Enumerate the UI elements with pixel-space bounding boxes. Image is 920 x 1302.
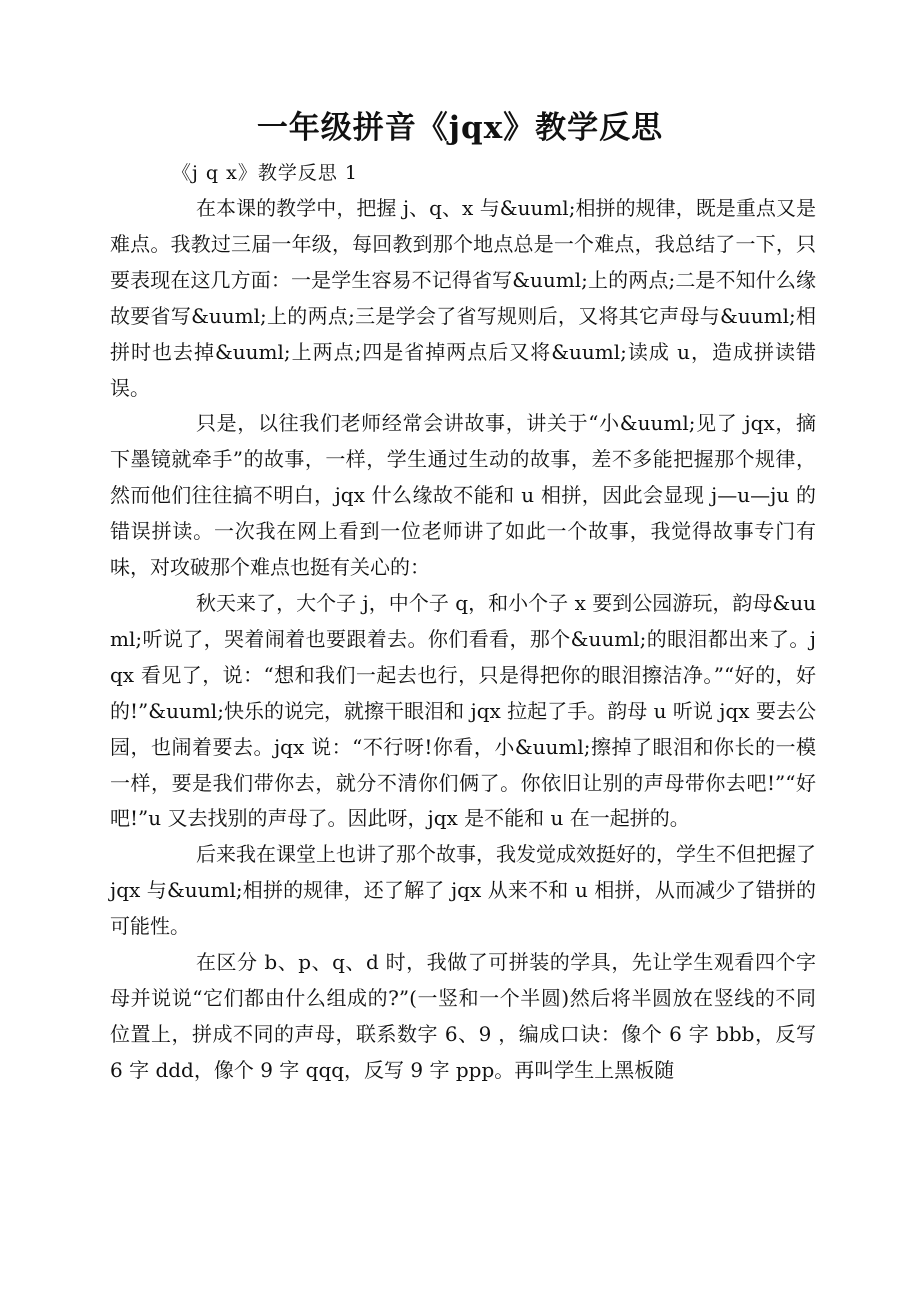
paragraph-4: 后来我在课堂上也讲了那个故事，我发觉成效挺好的，学生不但把握了 jqx 与&uuml;相拼的规律，还了解了 jqx 从来不和 u 相拼，从而减少了错拼的可能性。 <box>110 842 816 939</box>
document-body <box>110 191 816 1089</box>
paragraph-5: 在区分 b、p、q、d 时，我做了可拼装的学具，先让学生观看四个字母并说说“它们都由什么组成的?”(一竖和一个半圆)然后将半圆放在竖线的不同位置上，拼成不同的声母，联系数字 6、9 ，编成口诀：像个 6 字 bbb，反写 6 字 ddd，像个 9 字 qqq，反写 9 字 ppp。再叫学生上黑板随 <box>110 950 816 1082</box>
paragraph-2: 只是，以往我们老师经常会讲故事，讲关于“小&uuml;见了 jqx，摘下墨镜就牵手”的故事，一样，学生通过生动的故事，差不多能把握那个规律，然而他们往往搞不明白，jqx 什么缘故不能和 u 相拼，因此会显现 j—u—ju 的错误拼读。一次我在网上看到一位老师讲了如此一个故事，我觉得故事专门有味，对攻破那个难点也挺有关心的： <box>110 411 816 580</box>
document-title: 一年级拼音《jqx》教学反思 <box>256 110 664 146</box>
paragraph-3: 秋天来了，大个子 j，中个子 q，和小个子 x 要到公园游玩，韵母&uuml;听说了，哭着闹着也要跟着去。你们看看，那个&uuml;的眼泪都出来了。jqx 看见了，说：“想和我们一起去也行，只是得把你的眼泪擦洁净。”“好的，好的!”&uuml;快乐的说完，就擦干眼泪和 jqx 拉起了手。韵母 u 听说 jqx 要去公园，也闹着要去。jqx 说：“不行呀!你看，小&uuml;擦掉了眼泪和你长的一模一样，要是我们带你去，就分不清你们俩了。你依旧让别的声母带你去吧!”“好吧!”u 又去找别的声母了。因此呀，jqx 是不能和 u 在一起拼的。 <box>110 590 816 831</box>
paragraph-1: 在本课的教学中，把握 j、q、x 与&uuml;相拼的规律，既是重点又是难点。我教过三届一年级，每回教到那个地点总是一个难点，我总结了一下，只要表现在这几方面：一是学生容易不记得省写&uuml;上的两点;二是不知什么缘故要省写&uuml;上的两点;三是学会了省写规则后，又将其它声母与&uuml;相拼时也去掉&uuml;上两点;四是省掉两点后又将&uuml;读成 u，造成拼读错误。 <box>110 196 816 400</box>
section-subtitle: 《j q x》教学反思 1 <box>172 162 358 184</box>
